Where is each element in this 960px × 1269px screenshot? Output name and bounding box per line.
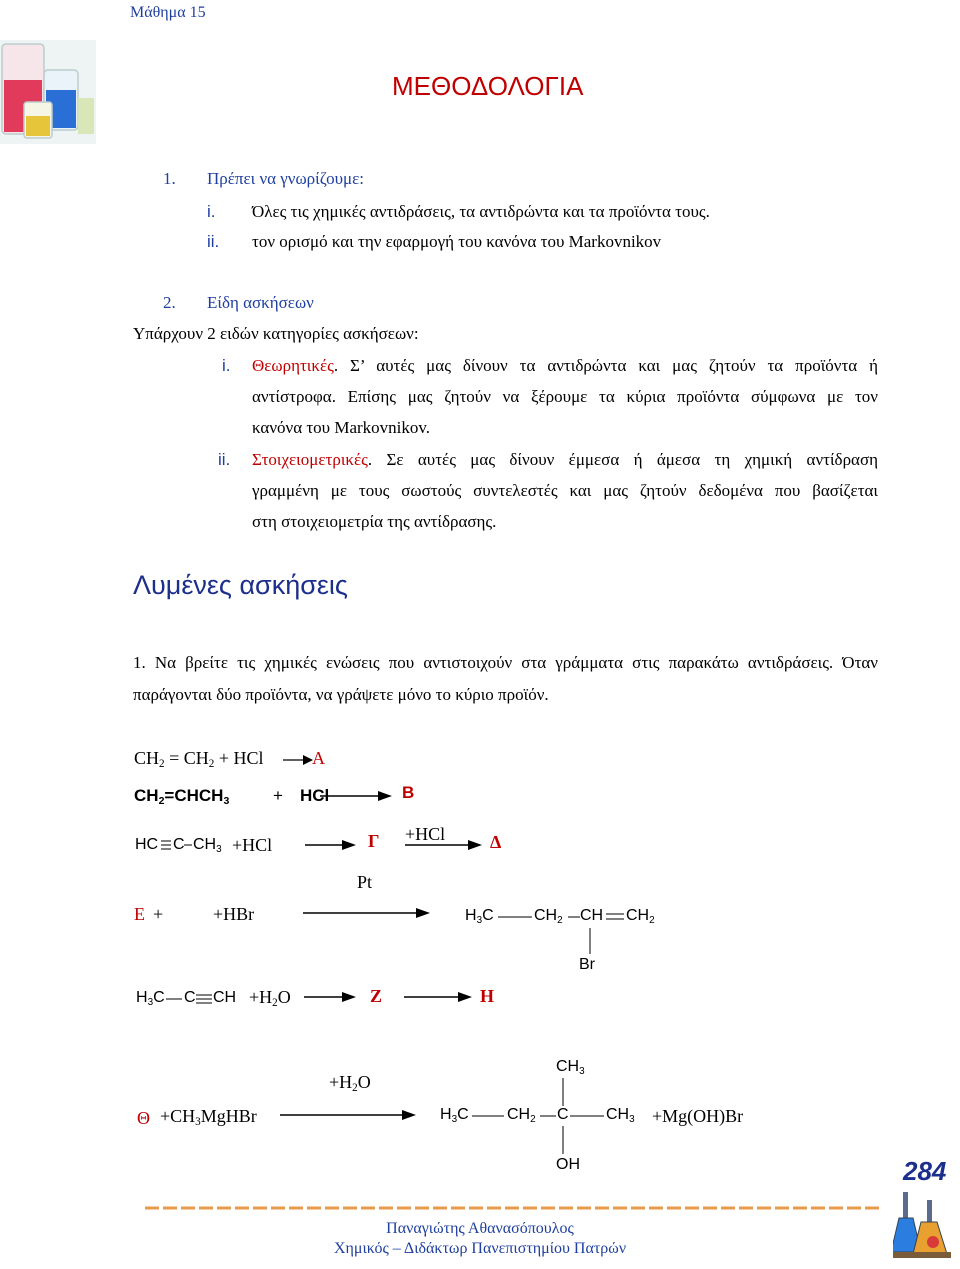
- section2-item1-line2: αντίστροφα. Επίσης μας ζητούν να ξέρουμε τα κύρια προϊόντα σύμφωνα με τον: [252, 387, 878, 406]
- solved-heading: Λυμένες ασκήσεις: [133, 570, 348, 600]
- r4-ch: CH: [580, 907, 604, 924]
- section2-item2-line1: Στοιχειομετρικές. Σε αυτές μας δίνουν έμμεσα ή άμεσα τη χημική αντίδραση: [252, 450, 879, 469]
- section2-item2-line3: στη στοιχειομετρία της αντίδρασης.: [252, 512, 497, 531]
- r6-ch3-top: $CH_3$: [556, 1058, 585, 1077]
- section1-item2-marker: ii.: [207, 232, 220, 251]
- r3-product-G: Γ: [368, 831, 380, 851]
- section2-item1-marker: i.: [222, 356, 231, 375]
- section2-item2-marker: ii.: [218, 450, 231, 469]
- r3-hc: HC: [135, 836, 159, 853]
- r3-hcl-above: +HCl: [405, 824, 446, 844]
- term-stoichiometric: Στοιχειομετρικές: [252, 450, 368, 469]
- r2-hcl: HCl: [300, 786, 330, 805]
- r5-arrow1-head: [342, 992, 356, 1002]
- r2-arrow-head: [378, 791, 392, 801]
- r4-reactant-E: E: [134, 904, 145, 924]
- footer-role: Χημικός – Διδάκτωρ Πανεπιστημίου Πατρών: [333, 1240, 627, 1257]
- r2-plus: +: [273, 786, 283, 805]
- r6-c: C: [557, 1106, 569, 1123]
- r3-c: C: [173, 836, 185, 853]
- r1-product-A: A: [312, 748, 325, 768]
- r6-oh: OH: [556, 1156, 580, 1173]
- lesson-label: Μάθημα 15: [130, 4, 206, 21]
- r3-arrow1-head: [342, 840, 356, 850]
- r4-hbr: +HBr: [213, 904, 255, 924]
- r6-arrow-head: [402, 1110, 416, 1120]
- section1-item2-text: τον ορισμό και την εφαρμογή του κανόνα του Markovnikov: [252, 232, 662, 251]
- section1-heading: Πρέπει να γνωρίζουμε:: [207, 169, 365, 188]
- r5-c: C: [184, 989, 196, 1006]
- r4-ch2-end: $CH_2$: [626, 907, 655, 926]
- section1-number: 1.: [163, 169, 176, 188]
- r5-ch: CH: [213, 989, 237, 1006]
- r3-arrow2-head: [468, 840, 482, 850]
- r6-reactant-Theta: Θ: [137, 1108, 150, 1128]
- r5-h3c: $H_3C$: [136, 989, 165, 1008]
- r3-ch3: $CH_3$: [193, 836, 222, 855]
- r4-ch2: $CH_2$: [534, 907, 563, 926]
- r5-h2o: $+H_2O$: [249, 987, 291, 1010]
- section1-item1-marker: i.: [207, 202, 216, 221]
- r6-h2o: $+H_2O$: [329, 1072, 371, 1095]
- section1-item1-text: Όλες τις χημικές αντιδράσεις, τα αντιδρώντα και τα προϊόντα τους.: [252, 202, 710, 221]
- r4-pt: Pt: [357, 872, 373, 892]
- r2-product-B: B: [402, 783, 415, 802]
- section2-item1-line1: Θεωρητικές. Σ’ αυτές μας δίνουν τα αντιδρώντα και μας ζητούν τα προϊόντα ή: [252, 356, 879, 375]
- r3-hcl: +HCl: [232, 835, 273, 855]
- r6-ch2: $CH_2$: [507, 1106, 536, 1125]
- r4-arrow-head: [416, 908, 430, 918]
- r5-product-H: H: [480, 986, 495, 1006]
- page-title: ΜΕΘΟΔΟΛΟΓΙΑ: [392, 71, 584, 101]
- r4-plus: +: [153, 904, 164, 924]
- r6-grignard: $+CH_3MgHBr$: [160, 1106, 257, 1129]
- r5-arrow2-head: [458, 992, 472, 1002]
- reaction-1: $CH_2 = CH_2$ + HCl: [134, 748, 264, 771]
- exercise-line2: παράγονται δύο προϊόντα, να γράψετε μόνο το κύριο προϊόν.: [133, 685, 549, 704]
- r3-product-D: Δ: [490, 832, 502, 852]
- page-number: 284: [903, 1156, 947, 1186]
- section2-intro: Υπάρχουν 2 ειδών κατηγορίες ασκήσεων:: [133, 324, 419, 343]
- exercise-line1: 1. Να βρείτε τις χημικές ενώσεις που αντιστοιχούν στα γράμματα στις παρακάτω αντιδράσεις. Όταν: [133, 653, 878, 672]
- r6-h3c: $H_3C$: [440, 1106, 469, 1125]
- footer-author: Παναγιώτης Αθανασόπουλος: [386, 1220, 574, 1237]
- section2-number: 2.: [163, 293, 176, 312]
- section2-item2-line2: γραμμένη με τους σωστούς συντελεστές και μας ζητούν δεδομένα που βασίζεται: [252, 481, 878, 500]
- reaction-2-reactant: $CH_2=CHCH_3$: [134, 786, 230, 807]
- section2-heading: Είδη ασκήσεων: [207, 293, 314, 312]
- r4-h3c: $H_3C$: [465, 907, 494, 926]
- term-theoretical: Θεωρητικές: [252, 356, 334, 375]
- r4-br: Br: [579, 956, 595, 973]
- r6-ch3: $CH_3$: [606, 1106, 635, 1125]
- section2-item1-line3: κανόνα του Markovnikov.: [252, 418, 431, 437]
- r6-mgohbr: +Mg(OH)Br: [652, 1106, 744, 1126]
- r5-product-Z: Z: [370, 986, 383, 1006]
